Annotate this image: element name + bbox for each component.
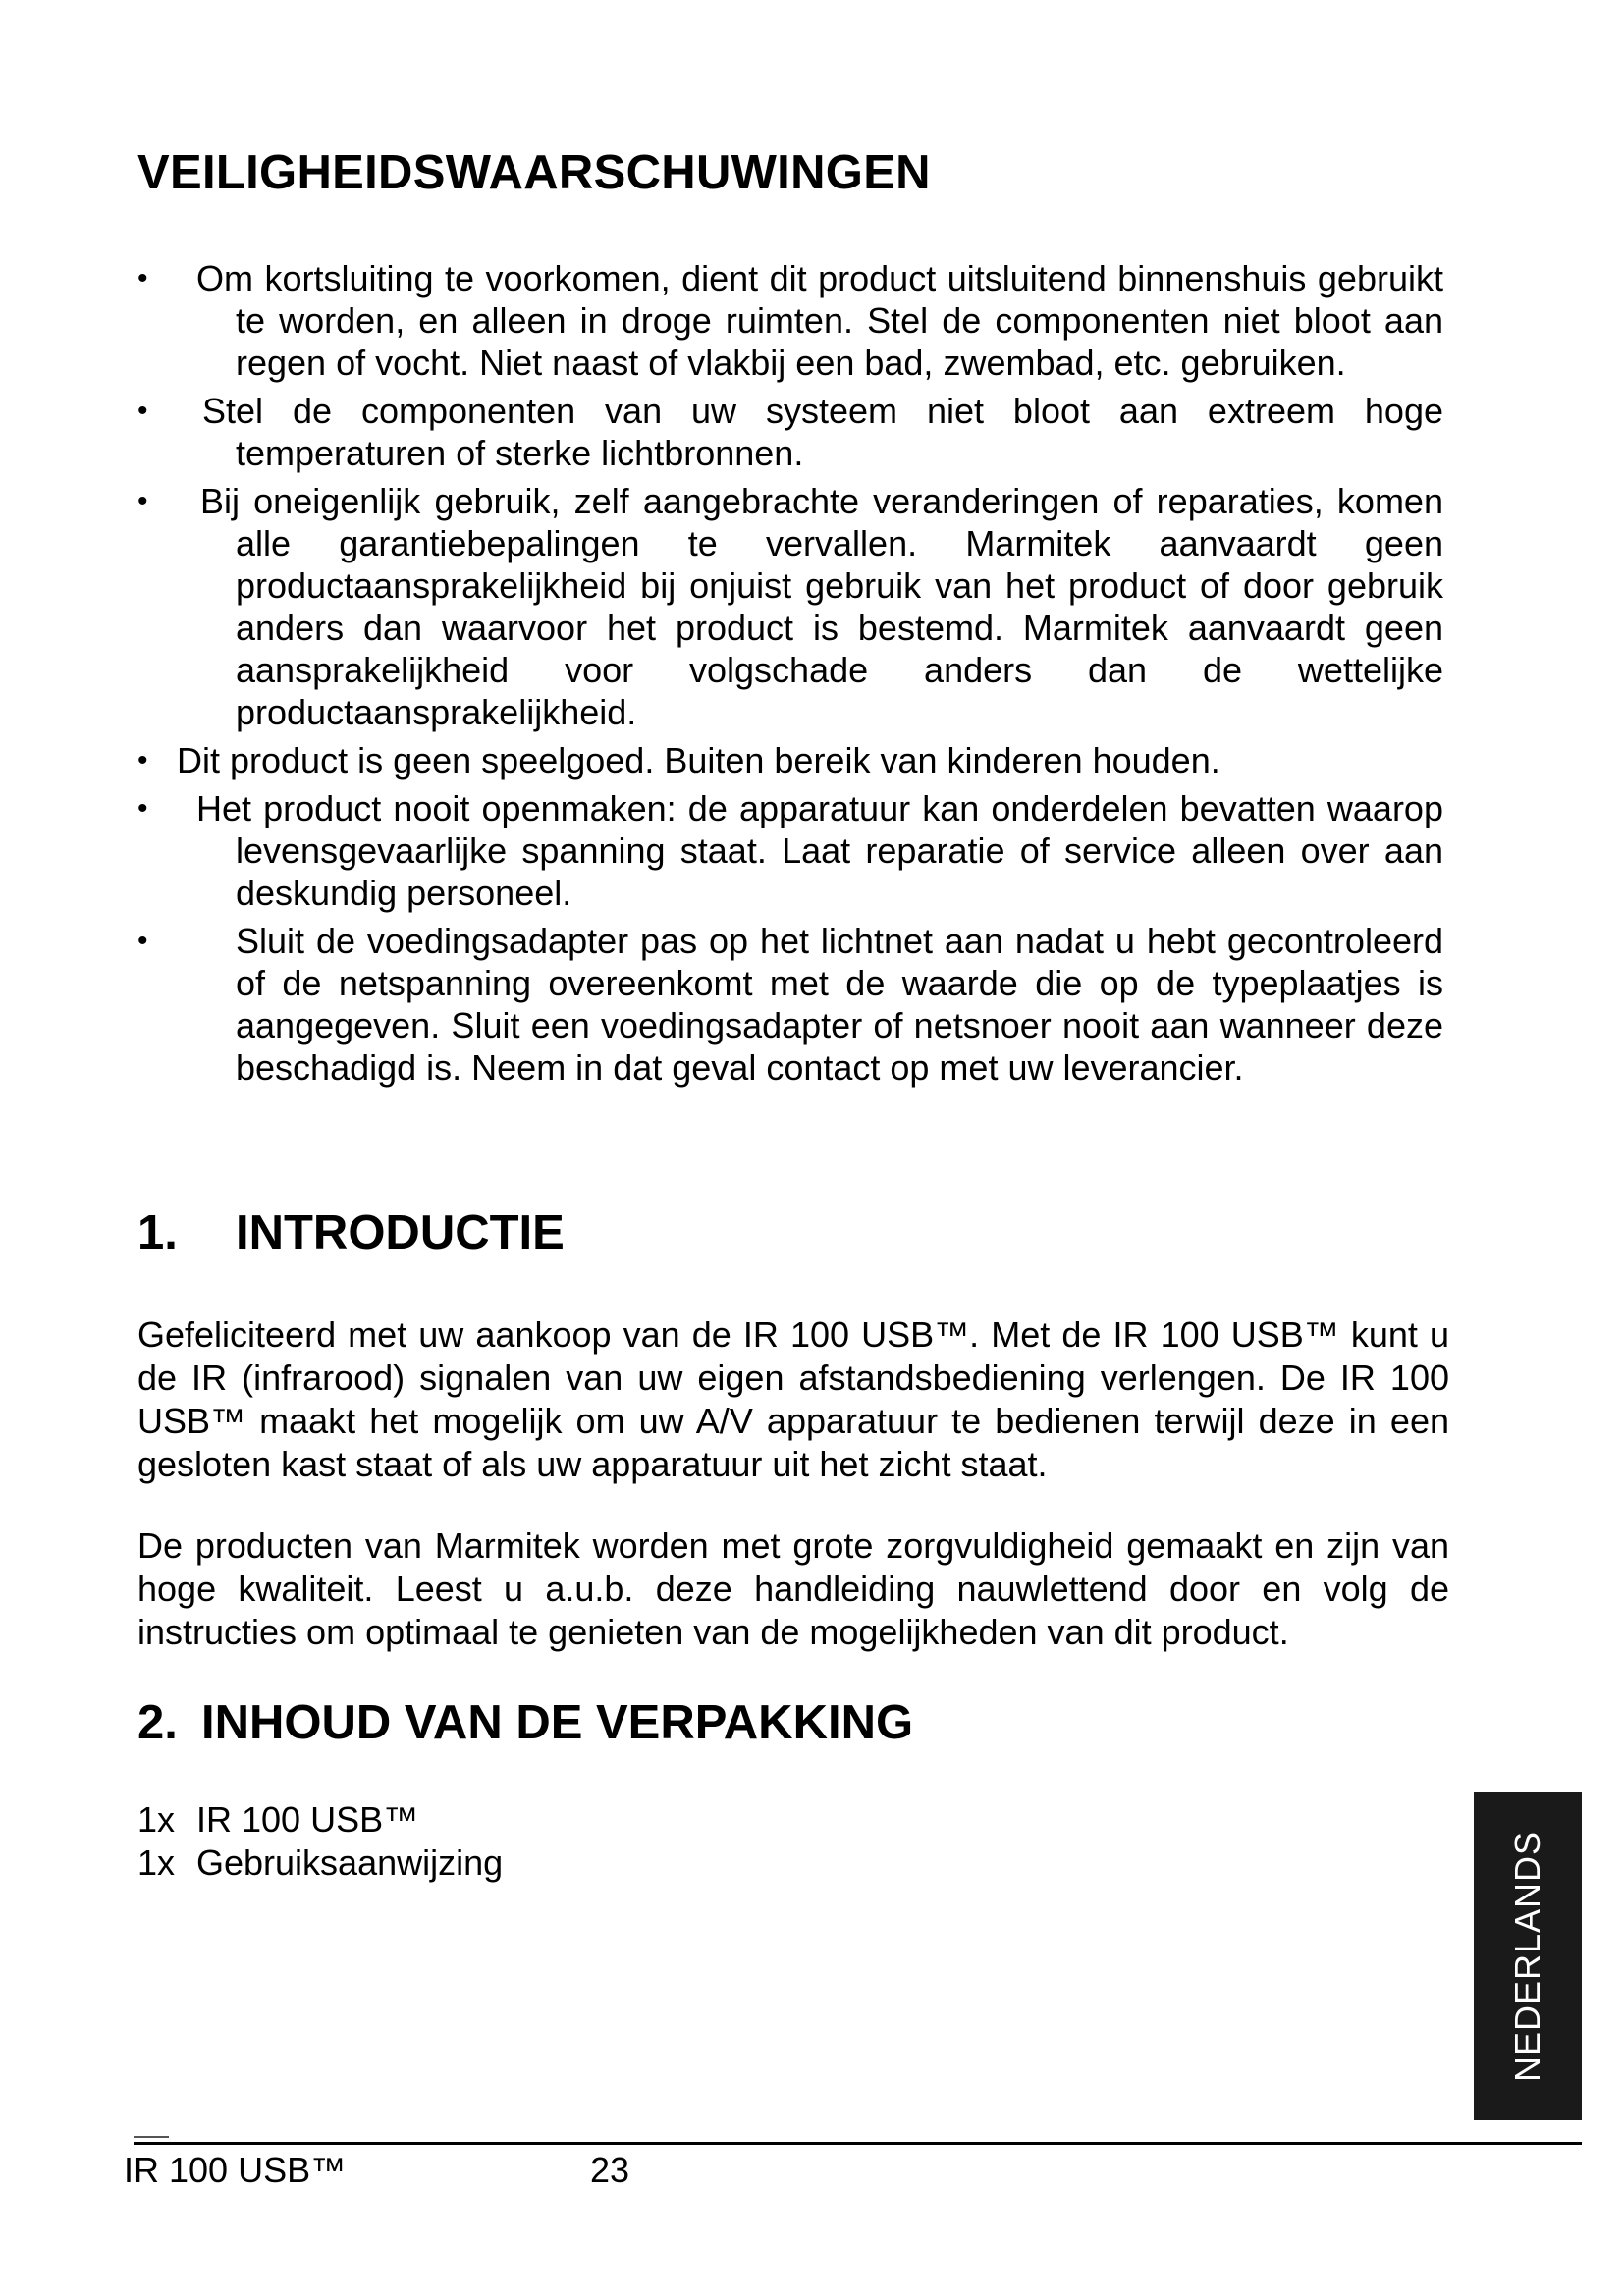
footer-page-number: 23 <box>590 2150 630 2190</box>
safety-item-5-first: Het product nooit openmaken: de apparatuur kan onderdelen bevatten <box>196 788 1316 828</box>
package-qty: 1x <box>137 1799 176 1840</box>
list-item <box>137 1842 503 1885</box>
language-tab-label: NEDERLANDS <box>1507 1830 1547 2083</box>
list-item <box>137 257 1443 384</box>
footer-product: IR 100 USB™ <box>124 2150 347 2190</box>
safety-item-5-rest: waarop levensgevaarlijke spanning staat. Laat reparatie of service alleen over aan deskundig personeel. <box>236 788 1443 913</box>
safety-heading: VEILIGHEIDSWAARSCHUWINGEN <box>137 146 931 199</box>
language-tab <box>1474 1792 1582 2120</box>
bullet-icon: • <box>137 485 148 517</box>
safety-item-2-rest: temperaturen of sterke lichtbronnen. <box>236 433 804 473</box>
safety-item-1-first: Om kortsluiting te voorkomen, dient dit product uitsluitend binnenshuis <box>196 258 1307 298</box>
list-item <box>137 920 1443 1089</box>
package-list <box>137 1798 503 1885</box>
list-item <box>137 739 1443 781</box>
package-qty: 1x <box>137 1842 176 1883</box>
safety-item-2-first: Stel de componenten van uw systeem niet bloot aan extreem hoge <box>202 391 1443 431</box>
intro-paragraph-2: De producten van Marmitek worden met grote zorgvuldigheid gemaakt en zijn van hoge kwaliteit. Leest u a.u.b. deze handleiding nauwlettend door en volg de instructies om optimaal te genieten van de mogelijkheden van dit product. <box>137 1525 1449 1652</box>
bullet-icon: • <box>137 925 148 957</box>
package-number: 2. <box>137 1696 178 1749</box>
safety-item-6-rest: gecontroleerd of de netspanning overeenkomt met de waarde die op de typeplaatjes is aangegeven. Sluit een voedingsadapter of netsnoer nooit aan wanneer deze beschadigd is. Neem in dat geval contact op met uw leverancier. <box>236 921 1443 1088</box>
list-item <box>137 390 1443 474</box>
bullet-icon: • <box>137 792 148 825</box>
list-item <box>137 480 1443 733</box>
package-heading <box>137 1695 913 1750</box>
safety-item-6-first: Sluit de voedingsadapter pas op het lichtnet aan nadat u hebt <box>236 921 1216 961</box>
safety-item-4-first: Dit product is geen speelgoed. Buiten bereik van kinderen houden. <box>177 740 1220 780</box>
safety-item-1-rest: gebruikt te worden, en alleen in droge ruimten. Stel de componenten niet bloot aan regen of vocht. Niet naast of vlakbij een bad, zwembad, etc. gebruiken. <box>236 258 1443 383</box>
bullet-icon: • <box>137 262 148 294</box>
list-item <box>137 787 1443 914</box>
footer-rule <box>134 2142 1582 2145</box>
bullet-icon: • <box>137 744 148 776</box>
intro-paragraph-1: Gefeliciteerd met uw aankoop van de IR 100 USB™. Met de IR 100 USB™ kunt u de IR (infrarood) signalen van uw eigen afstandsbediening verlengen. De IR 100 USB™ maakt het mogelijk om uw A/V apparatuur te bedienen terwijl deze in een gesloten kast staat of als uw apparatuur uit het zicht staat. <box>137 1314 1449 1484</box>
safety-item-3-rest: komen alle garantiebepalingen te vervallen. Marmitek aanvaardt geen productaansprakelijkheid bij onjuist gebruik van het product of door gebruik anders dan waarvoor het product is bestemd. Marmitek aanvaardt geen aansprakelijkheid voor volgschade anders dan de wettelijke productaansprakelijkheid. <box>236 481 1443 732</box>
safety-item-3-first: Bij oneigenlijk gebruik, zelf aangebrachte veranderingen of reparaties, <box>200 481 1324 521</box>
package-item-name: IR 100 USB™ <box>196 1799 419 1840</box>
list-item <box>137 1798 503 1842</box>
intro-title: INTRODUCTIE <box>236 1206 565 1259</box>
intro-heading <box>137 1205 565 1260</box>
footer-rule-accent <box>134 2136 169 2138</box>
safety-list <box>137 257 1443 1095</box>
package-title: INHOUD VAN DE VERPAKKING <box>201 1696 914 1749</box>
intro-number: 1. <box>137 1206 178 1259</box>
package-item-name: Gebruiksaanwijzing <box>196 1842 504 1883</box>
bullet-icon: • <box>137 395 148 427</box>
